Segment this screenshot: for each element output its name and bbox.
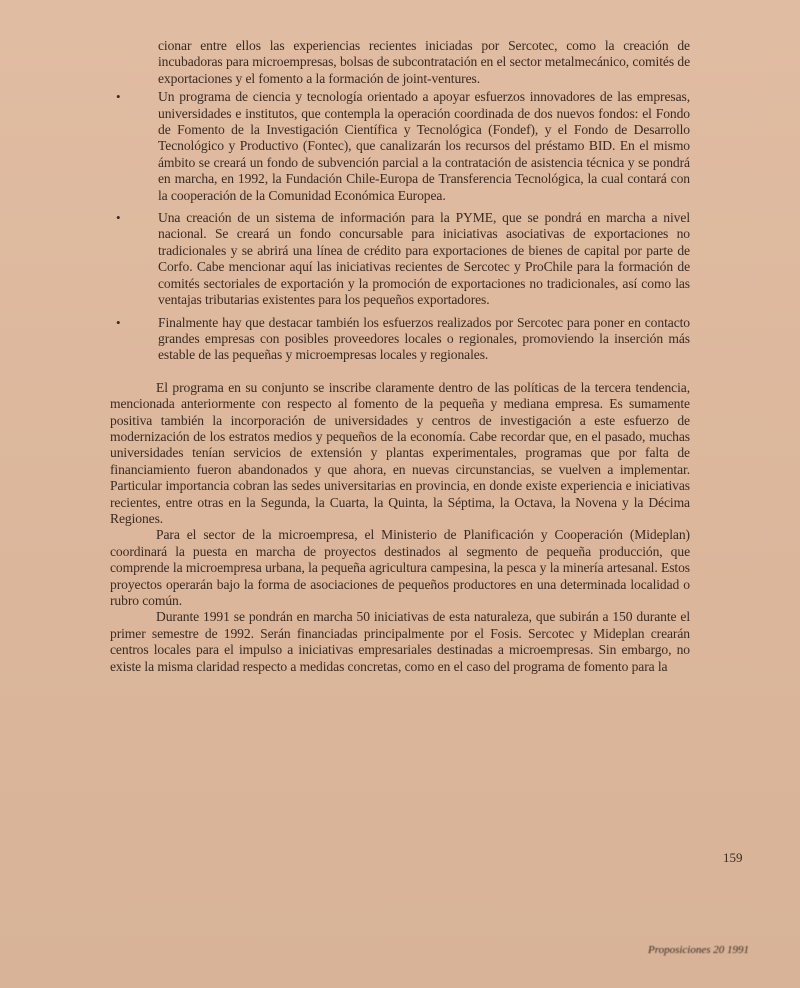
bullet-item [116, 89, 690, 204]
bullet-marker: • [116, 89, 121, 105]
bullet-text: Una creación de un sistema de información para la PYME, que se pondrá en marcha a nivel nacional. Se creará un fondo concursable para iniciativas asociativas de exportaciones no tradicionales y se abrirá una línea de crédito para exportaciones de bienes de capital por parte de Corfo. Cabe mencionar aquí las iniciativas recientes de Sercotec y ProChile para la formación de comités sectoriales de exportación y la promoción de exportaciones no tradicionales, así como las ventajas tributarias existentes para los pequeños exportadores. [158, 210, 690, 308]
bullet-list [110, 89, 690, 364]
bullet-item [116, 314, 690, 364]
body-paragraph: El programa en su conjunto se inscribe claramente dentro de las políticas de la tercera tendencia, mencionada anteriormente con respecto al fomento de la pequeña y mediana empresa. Es sumamente positiva también la incorporación de universidades y centros de investigación a este esfuerzo de modernización de los estratos medios y pequeños de la economía. Cabe recordar que, en el pasado, muchas universidades tenían servicios de extensión y plantas experimentales, programas que por falta de financiamiento fueron abandonados y que ahora, en nuevas circunstancias, se vuelven a implementar. Particular importancia cobran las sedes universitarias en provincia, en donde existe experiencia e iniciativas recientes, entre otras en la Segunda, la Cuarta, la Quinta, la Séptima, la Octava, la Novena y la Décima Regiones. [110, 379, 690, 526]
journal-footer: Proposiciones 20 1991 [648, 944, 750, 956]
body-paragraph: Para el sector de la microempresa, el Ministerio de Planificación y Cooperación (Mideplan) coordinará la puesta en marcha de proyectos destinados al segmento de pequeña producción, que comprende la microempresa urbana, la pequeña agricultura campesina, la pesca y la minería artesanal. Estos proyectos operarán bajo la forma de asociaciones de pequeños productores en una determinada localidad o rubro común. [110, 527, 690, 608]
page-number: 159 [723, 850, 743, 865]
text-column [110, 38, 690, 675]
body-paragraph: Durante 1991 se pondrán en marcha 50 iniciativas de esta naturaleza, que subirán a 150 durante el primer semestre de 1992. Serán financiadas principalmente por el Fosis. Sercotec y Mideplan crearán centros locales para el impulso a iniciativas empresariales destinadas a microempresas. Sin embargo, no existe la misma claridad respecto a medidas concretas, como en el caso del programa de fomento para la [110, 609, 690, 674]
intro-continuation: cionar entre ellos las experiencias recientes iniciadas por Sercotec, como la creación de incubadoras para microempresas, bolsas de subcontratación en el sector metalmecánico, comités de exportaciones y el fomento a la formación de joint-ventures. [158, 38, 690, 86]
bullet-item [116, 210, 690, 308]
bullet-text: Un programa de ciencia y tecnología orientado a apoyar esfuerzos innovadores de las empresas, universidades e institutos, que contempla la operación coordinada de dos nuevos fondos: el Fondo de Fomento de la Investigación Científica y Tecnológica (Fondef), y el Fondo de Desarrollo Tecnológico y Productivo (Fontec), que canalizarán los recursos del préstamo BID. En el mismo ámbito se creará un fondo de subvención parcial a la contratación de asistencia técnica y se pondrá en marcha, en 1992, la Fundación Chile-Europa de Transferencia Tecnológica, la cual contará con la cooperación de la Comunidad Económica Europea. [158, 89, 690, 203]
bullet-text: Finalmente hay que destacar también los esfuerzos realizados por Sercotec para poner en contacto grandes empresas con posibles proveedores locales o regionales, promoviendo la inserción más estable de las pequeñas y microempresas locales y regionales. [158, 314, 690, 363]
bullet-marker: • [116, 314, 121, 330]
bullet-marker: • [116, 210, 121, 226]
